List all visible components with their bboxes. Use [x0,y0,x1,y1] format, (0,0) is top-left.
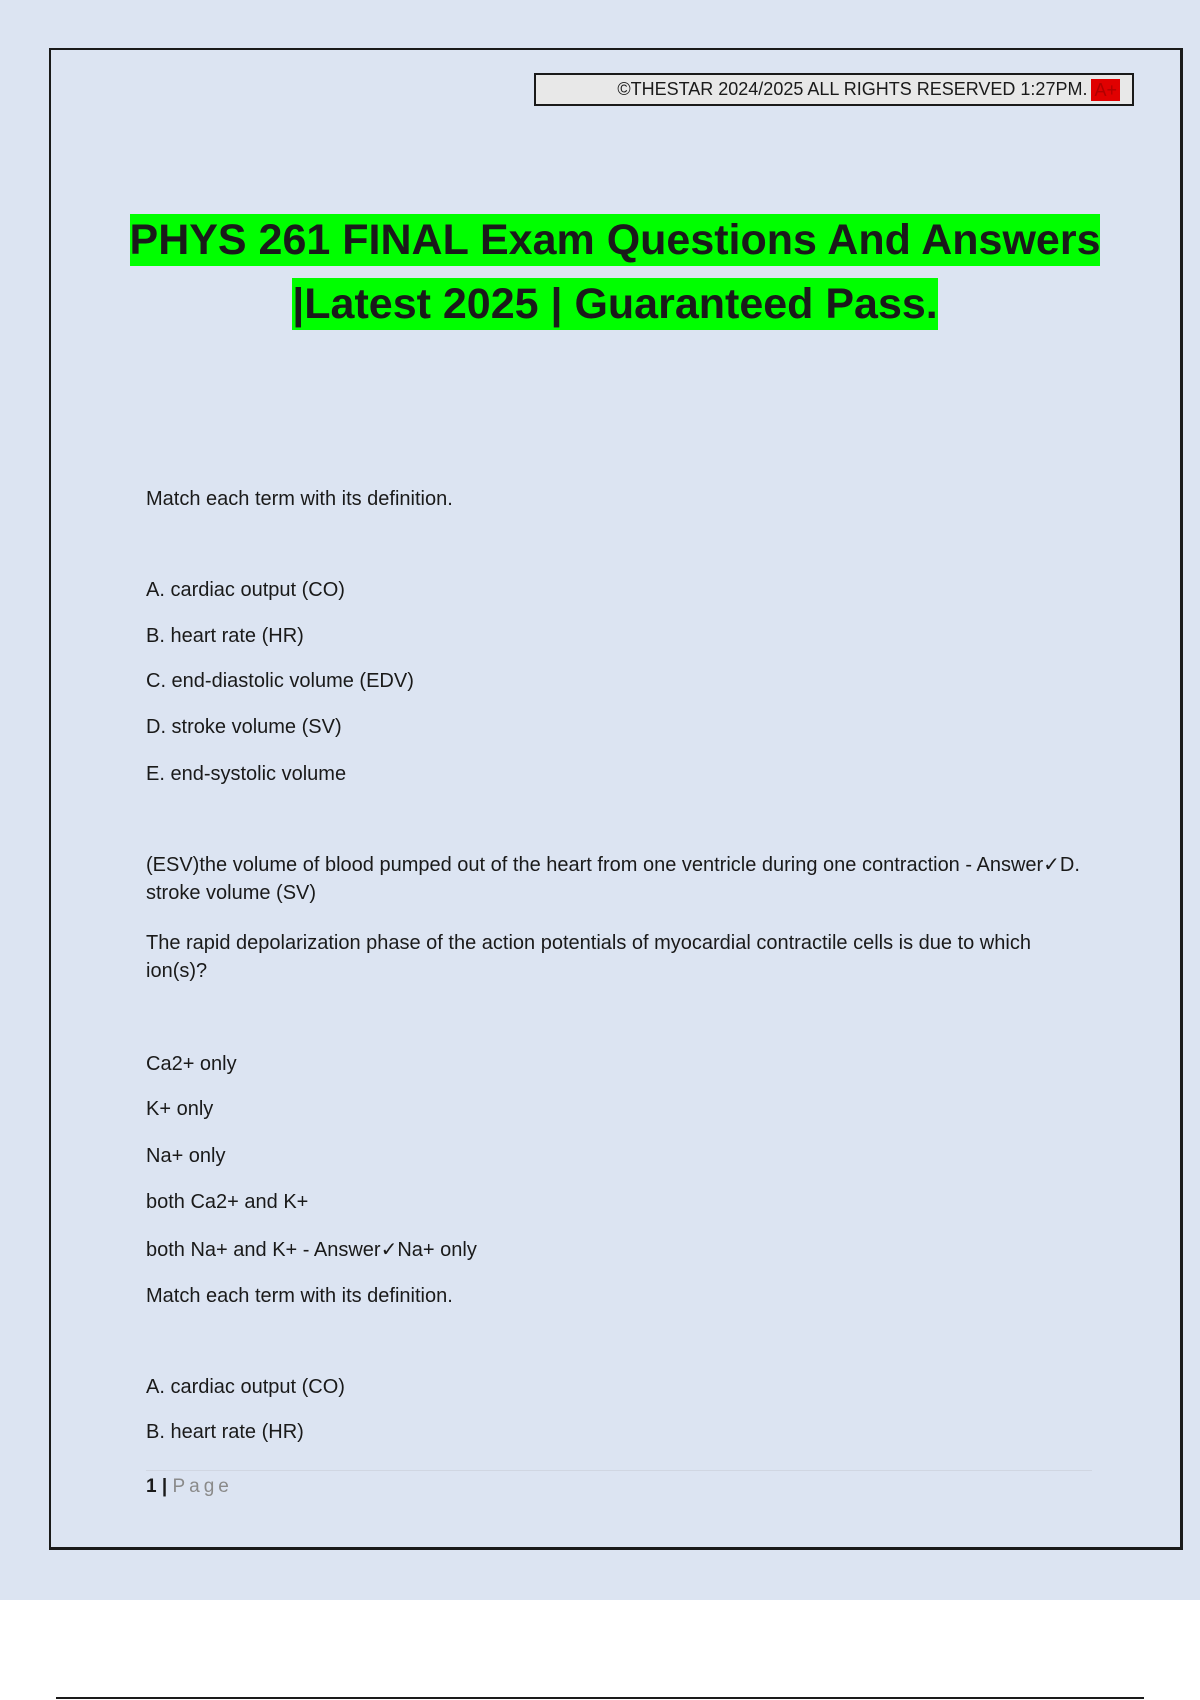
option-item: A. cardiac output (CO) [146,579,345,601]
copyright-banner [534,73,1134,106]
option-item: Ca2+ only [146,1053,237,1075]
page-label: Page [172,1476,233,1497]
question-prompt: Match each term with its definition. [146,488,453,510]
option-item: B. heart rate (HR) [146,1421,304,1443]
question-prompt: The rapid depolarization phase of the action potentials of myocardial contractile cells is due to which ion(s)? [146,932,1031,982]
option-item: C. end-diastolic volume (EDV) [146,670,414,692]
option-item: B. heart rate (HR) [146,625,304,647]
next-page-edge [56,1697,1144,1699]
title-line-2: |Latest 2025 | Guaranteed Pass. [292,280,938,328]
option-item: Na+ only [146,1145,226,1167]
copyright-text: ©THESTAR 2024/2025 ALL RIGHTS RESERVED 1:27PM. [617,79,1088,99]
grade-badge: A+ [1091,79,1120,101]
definition-answer: (ESV)the volume of blood pumped out of the heart from one ventricle during one contraction - Answer✓D. stroke volume (SV) [146,854,1080,904]
title-line-1: PHYS 261 FINAL Exam Questions And Answers [129,216,1101,264]
option-item: A. cardiac output (CO) [146,1376,345,1398]
option-item: E. end-systolic volume [146,763,347,785]
option-answer: both Na+ and K+ - Answer✓Na+ only [146,1239,477,1261]
footer-separator: | [161,1476,168,1497]
page-footer [146,1473,233,1501]
option-item: both Ca2+ and K+ [146,1191,309,1213]
page-number: 1 [146,1476,157,1497]
footer-divider [146,1470,1092,1471]
option-item: K+ only [146,1098,214,1120]
question-prompt: Match each term with its definition. [146,1285,453,1307]
option-item: D. stroke volume (SV) [146,716,342,738]
document-title [60,208,1170,336]
